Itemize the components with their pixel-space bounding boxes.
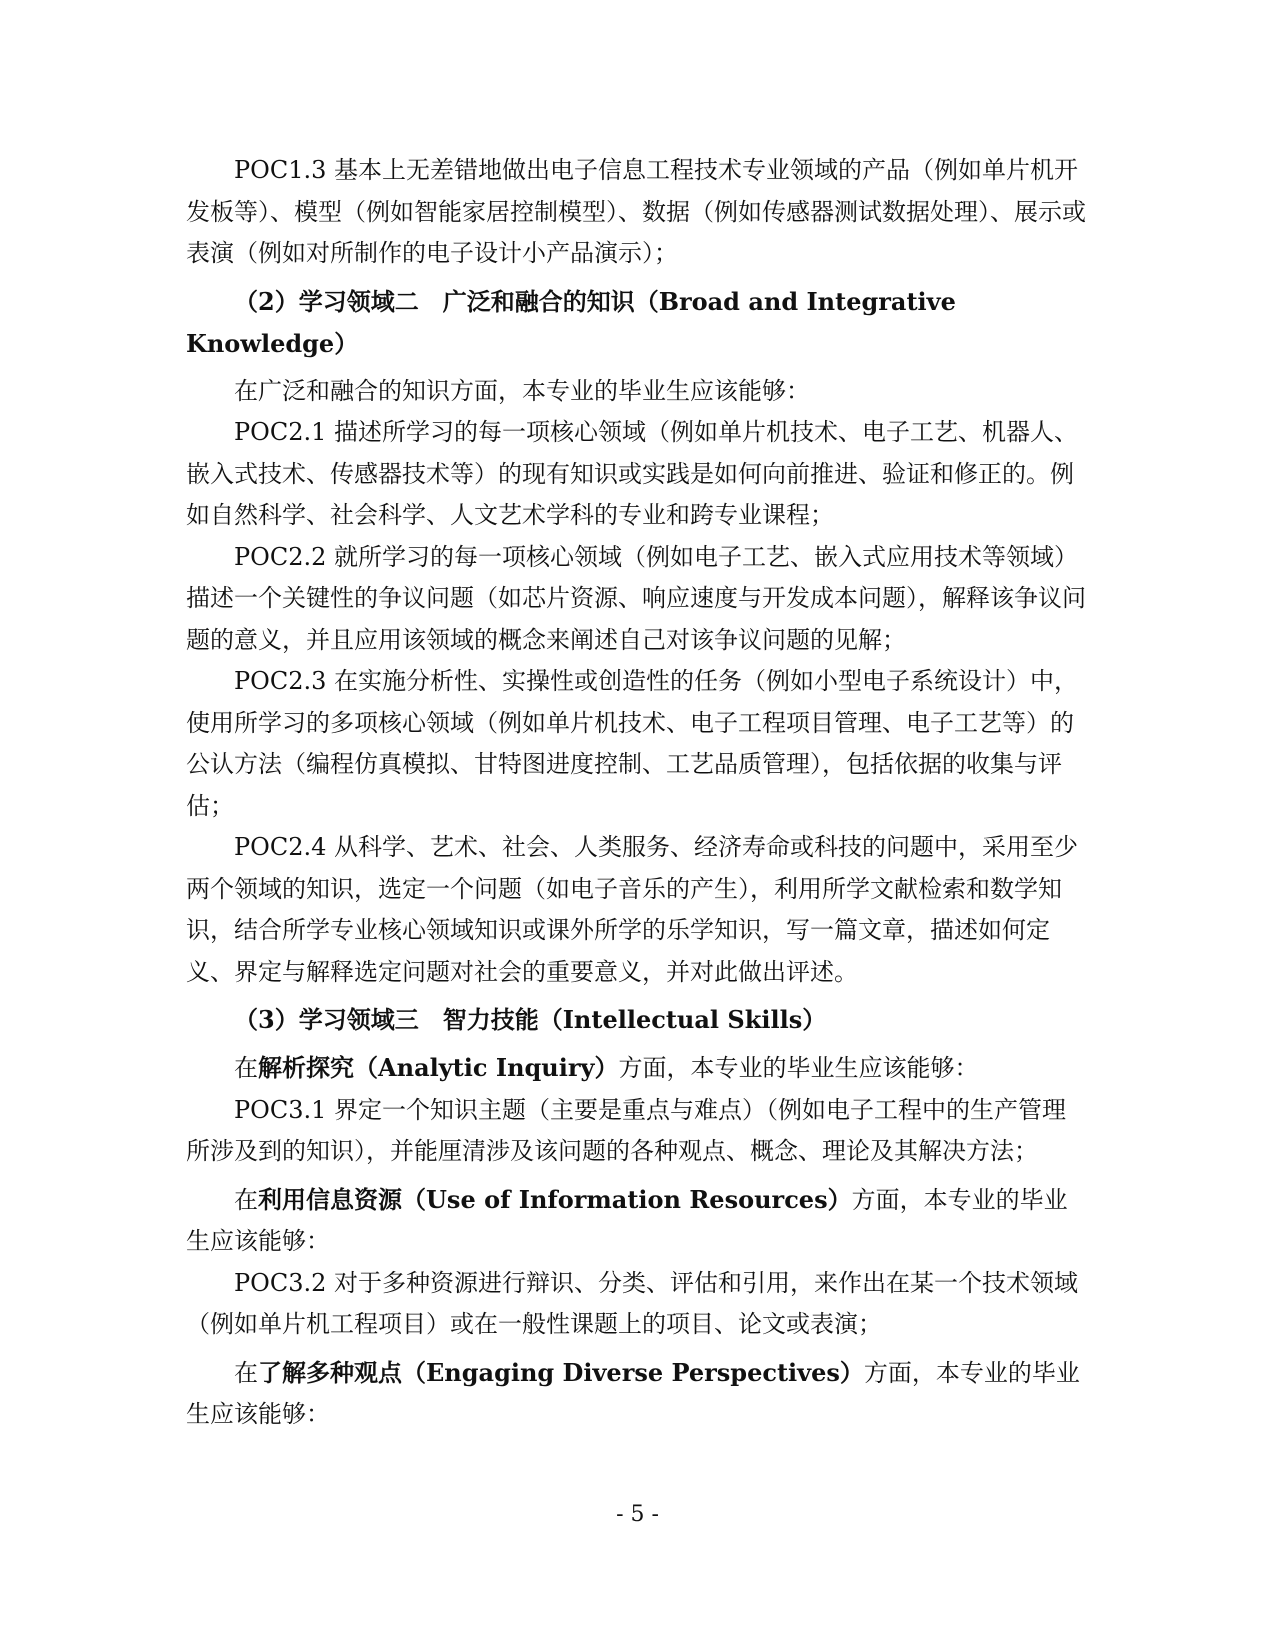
poc1-3-paragraph: POC1.3 基本上无差错地做出电子信息工程技术专业领域的产品（例如单片机开发板等）、模型（例如智能家居控制模型）、数据（例如传感器测试数据处理）、展示或表演（例如对所制作的电子设计小产品演示）； (186, 156, 1086, 267)
poc2-1-paragraph: POC2.1 描述所学习的每一项核心领域（例如单片机技术、电子工艺、机器人、嵌入式技术、传感器技术等）的现有知识或实践是如何向前推进、验证和修正的。例如自然科学、社会科学、人文艺术学科的专业和跨专业课程； (186, 418, 1078, 529)
info-intro-suffix: 方面，本专业的毕业生应该能够： (186, 1185, 1068, 1255)
page-body (186, 150, 1088, 1436)
analytic-intro-suffix: 方面，本专业的毕业生应该能够： (618, 1054, 979, 1082)
info-intro-prefix: 在 (234, 1185, 258, 1214)
poc3-1-paragraph: POC3.1 界定一个知识主题（主要是重点与难点）（例如电子工程中的生产管理所涉及到的知识），并能厘清涉及该问题的各种观点、概念、理论及其解决方法； (186, 1095, 1066, 1165)
info-resources-term: 利用信息资源（Use of Information Resources） (258, 1184, 852, 1214)
analytic-intro-prefix: 在 (234, 1054, 258, 1082)
info-resources-intro (186, 1179, 1088, 1263)
diverse-intro-suffix: 方面，本专业的毕业生应该能够： (186, 1358, 1080, 1428)
diverse-perspectives-term: 了解多种观点（Engaging Diverse Perspectives） (258, 1357, 864, 1387)
section-3-heading: （3）学习领域三 智力技能（Intellectual Skills） (234, 1005, 827, 1034)
analytic-inquiry-term: 解析探究（Analytic Inquiry） (258, 1053, 619, 1082)
section-2-intro: 在广泛和融合的知识方面，本专业的毕业生应该能够： (234, 376, 810, 405)
diverse-perspectives-intro (186, 1352, 1088, 1436)
poc2-4-paragraph: POC2.4 从科学、艺术、社会、人类服务、经济寿命或科技的问题中，采用至少两个领域的知识，选定一个问题（如电子音乐的产生），利用所学文献检索和数学知识，结合所学专业核心领域知识或课外所学的乐学知识，写一篇文章，描述如何定义、界定与解释选定问题对社会的重要意义，并对此做出评述。 (186, 833, 1078, 986)
poc2-2-paragraph: POC2.2 就所学习的每一项核心领域（例如电子工艺、嵌入式应用技术等领域）描述一个关键性的争议问题（如芯片资源、响应速度与开发成本问题），解释该争议问题的意义，并且应用该领域的概念来阐述自己对该争议问题的见解； (186, 542, 1086, 654)
analytic-inquiry-intro (186, 1047, 1088, 1090)
diverse-intro-prefix: 在 (234, 1358, 258, 1387)
poc3-2-paragraph: POC3.2 对于多种资源进行辩识、分类、评估和引用，来作出在某一个技术领域（例如单片机工程项目）或在一般性课题上的项目、论文或表演； (186, 1268, 1078, 1338)
page-number: - 5 - (616, 1502, 659, 1527)
poc2-3-paragraph: POC2.3 在实施分析性、实操性或创造性的任务（例如小型电子系统设计）中，使用所学习的多项核心领域（例如单片机技术、电子工程项目管理、电子工艺等）的公认方法（编程仿真模拟、甘特图进度控制、工艺品质管理），包括依据的收集与评估； (186, 667, 1078, 820)
section-2-heading: （2）学习领域二 广泛和融合的知识（Broad and Integrative Knowledge） (186, 286, 956, 358)
